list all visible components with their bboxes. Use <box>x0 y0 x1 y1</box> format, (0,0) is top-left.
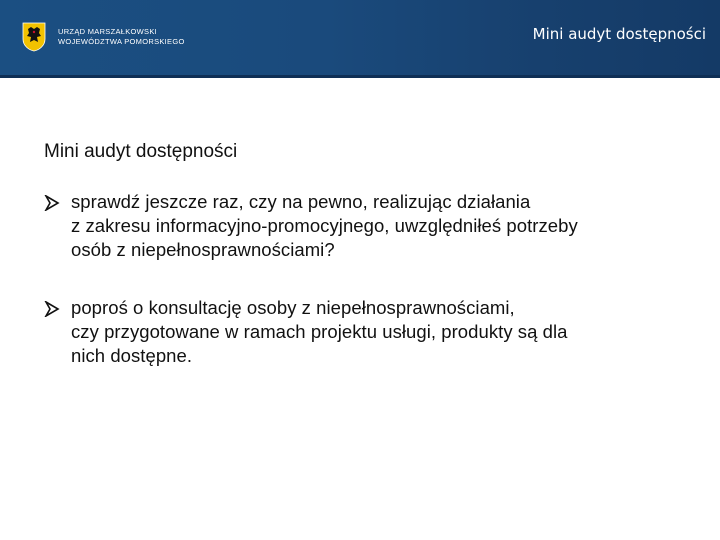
arrowhead-bullet-icon <box>44 195 60 211</box>
bullet-line: poproś o konsultację osoby z niepełnosprawnościami, <box>71 297 515 318</box>
bullet-line: nich dostępne. <box>71 345 193 366</box>
content-title: Mini audyt dostępności <box>44 141 238 162</box>
logo-line-1: URZĄD MARSZAŁKOWSKI <box>58 27 158 36</box>
bullet-line: z zakresu informacyjno-promocyjnego, uwzględniłeś potrzeby <box>71 215 578 236</box>
logo-line-2: WOJEWÓDZTWA POMORSKIEGO <box>58 37 185 46</box>
header-bar <box>0 0 720 78</box>
bullet-line: czy przygotowane w ramach projektu usługi, produkty są dla <box>71 321 568 342</box>
coat-of-arms-icon <box>22 22 46 52</box>
logo <box>22 22 185 52</box>
content-area <box>44 140 684 402</box>
logo-text <box>58 27 185 47</box>
bullet-text <box>71 296 684 368</box>
arrowhead-bullet-icon <box>44 301 60 317</box>
header-title: Mini audyt dostępności <box>532 25 706 43</box>
bullet-item <box>44 190 684 262</box>
bullet-line: sprawdź jeszcze raz, czy na pewno, realizując działania <box>71 191 531 212</box>
bullet-item <box>44 296 684 368</box>
bullet-line: osób z niepełnosprawnościami? <box>71 239 335 260</box>
bullet-text <box>71 190 684 262</box>
